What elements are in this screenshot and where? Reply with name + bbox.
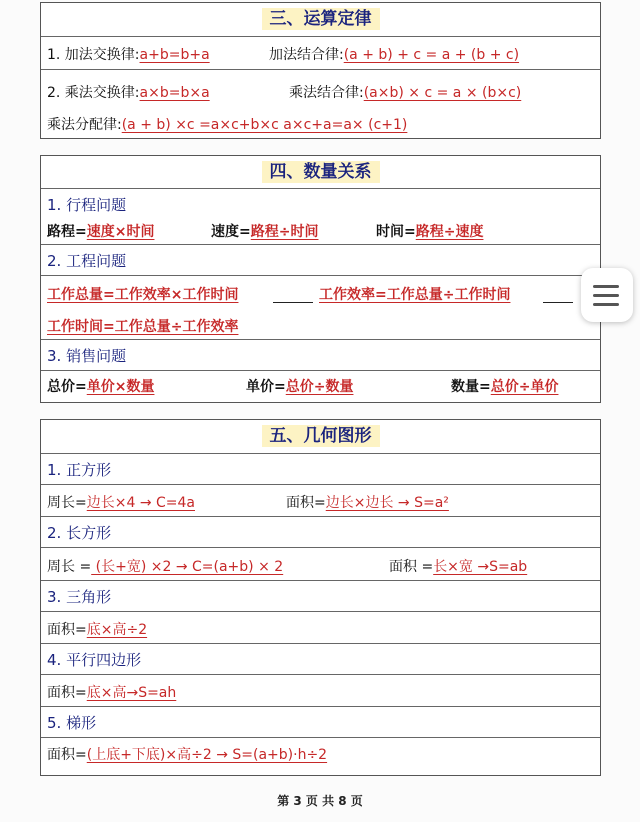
total-price-formula: 单价×数量 [86, 379, 155, 395]
square-perimeter-formula: 边长×4 → C=4a [86, 495, 195, 511]
travel-title-row [41, 188, 600, 217]
square-formulas-row [41, 484, 600, 516]
section-quantity-relations [40, 155, 601, 403]
parallelogram-formula-row [41, 674, 600, 706]
time-line [376, 221, 483, 241]
trapezoid-title: 5. 梯形 [47, 714, 97, 732]
travel-title: 1. 行程问题 [47, 196, 127, 214]
speed-formula: 路程÷时间 [250, 224, 319, 240]
triangle-title: 3. 三角形 [47, 588, 112, 606]
section-title [41, 3, 600, 36]
rectangle-title: 2. 长方形 [47, 524, 112, 542]
travel-formulas-row [41, 217, 600, 244]
rectangle-formulas-row [41, 547, 600, 580]
add-assoc-label: 加法结合律: [269, 47, 344, 63]
mul-assoc-formula: (a×b) × c = a × (b×c) [363, 85, 522, 101]
square-title-row [41, 453, 600, 484]
rectangle-area-label: 面积 = [389, 559, 434, 575]
triangle-title-row [41, 580, 600, 611]
rectangle-title-row [41, 516, 600, 547]
rectangle-area-line [389, 556, 527, 576]
work-time-formula: 工作时间=工作总量÷工作效率 [47, 319, 239, 335]
dist-formula: (a + b) ×c =a×c+b×c a×c+a=a× (c+1) [121, 117, 408, 133]
triangle-formula-row [41, 611, 600, 643]
blank-line [543, 302, 573, 303]
total-price-line [47, 376, 154, 396]
hamburger-menu-icon[interactable] [581, 268, 633, 322]
mul-assoc-line [289, 82, 521, 102]
distance-line [47, 221, 154, 241]
add-assoc-line [269, 44, 519, 64]
time-label: 时间= [376, 224, 416, 240]
square-perimeter-label: 周长= [47, 495, 87, 511]
parallelogram-area-line [47, 682, 176, 702]
add-assoc-formula: (a + b) + c = a + (b + c) [343, 47, 520, 63]
triangle-area-label: 面积= [47, 622, 87, 638]
quantity-line [451, 376, 558, 396]
trapezoid-area-formula: (上底+下底)×高÷2 → S=(a+b)·h÷2 [86, 747, 328, 763]
trapezoid-area-line [47, 744, 327, 764]
work-title-row [41, 244, 600, 275]
trapezoid-formula-row [41, 737, 600, 767]
menu-bar [593, 285, 619, 288]
dist-line [47, 114, 407, 134]
work-efficiency-formula: 工作效率=工作总量÷工作时间 [319, 287, 511, 303]
unit-price-formula: 总价÷数量 [285, 379, 354, 395]
square-perimeter-line [47, 492, 195, 512]
addition-laws-row [41, 36, 600, 69]
square-title: 1. 正方形 [47, 461, 112, 479]
section-geometry [40, 419, 601, 776]
multiplication-laws-row [41, 69, 600, 138]
time-formula: 路程÷速度 [415, 224, 484, 240]
triangle-area-formula: 底×高÷2 [86, 622, 148, 638]
mul-comm-formula: a×b=b×a [139, 85, 210, 101]
mul-assoc-label: 乘法结合律: [289, 85, 364, 101]
rectangle-area-formula: 长×宽 →S=ab [433, 559, 528, 575]
section-title-text: 三、运算定律 [262, 8, 380, 30]
dist-label: 乘法分配律: [47, 117, 122, 133]
trapezoid-title-row [41, 706, 600, 737]
square-area-label: 面积= [286, 495, 326, 511]
distance-formula: 速度×时间 [86, 224, 155, 240]
mul-comm-line [47, 82, 210, 102]
section-title-text: 四、数量关系 [262, 161, 380, 183]
section-title-text: 五、几何图形 [262, 425, 380, 447]
rectangle-perimeter-label: 周长 = [47, 559, 92, 575]
add-comm-label: 1. 加法交换律: [47, 47, 140, 63]
quantity-formula: 总价÷单价 [490, 379, 559, 395]
add-comm-line [47, 44, 210, 64]
section-title [41, 420, 600, 453]
mul-comm-label: 2. 乘法交换律: [47, 85, 140, 101]
parallelogram-area-formula: 底×高→S=ah [86, 685, 177, 701]
speed-label: 速度= [211, 224, 251, 240]
triangle-area-line [47, 619, 147, 639]
section-title [41, 156, 600, 188]
rectangle-perimeter-formula: (长+宽) ×2 → C=(a+b) × 2 [91, 559, 284, 575]
sales-formulas-row [41, 370, 600, 399]
rectangle-perimeter-line [47, 556, 283, 576]
square-area-line [286, 492, 449, 512]
work-title: 2. 工程问题 [47, 252, 127, 270]
sales-title: 3. 销售问题 [47, 347, 127, 365]
parallelogram-area-label: 面积= [47, 685, 87, 701]
unit-price-line [246, 376, 353, 396]
distance-label: 路程= [47, 224, 87, 240]
add-comm-formula: a+b=b+a [139, 47, 210, 63]
quantity-label: 数量= [451, 379, 491, 395]
total-price-label: 总价= [47, 379, 87, 395]
menu-bar [593, 303, 619, 306]
work-formulas-row [41, 275, 600, 339]
square-area-formula: 边长×边长 → S=a² [325, 495, 449, 511]
sales-title-row [41, 339, 600, 370]
unit-price-label: 单价= [246, 379, 286, 395]
trapezoid-area-label: 面积= [47, 747, 87, 763]
page-number: 第 3 页 共 8 页 [277, 794, 363, 808]
speed-line [211, 221, 318, 241]
blank-line [273, 302, 313, 303]
work-total-formula: 工作总量=工作效率×工作时间 [47, 287, 239, 303]
parallelogram-title: 4. 平行四边形 [47, 651, 142, 669]
section-operation-laws [40, 2, 601, 139]
parallelogram-title-row [41, 643, 600, 674]
menu-bar [593, 294, 619, 297]
